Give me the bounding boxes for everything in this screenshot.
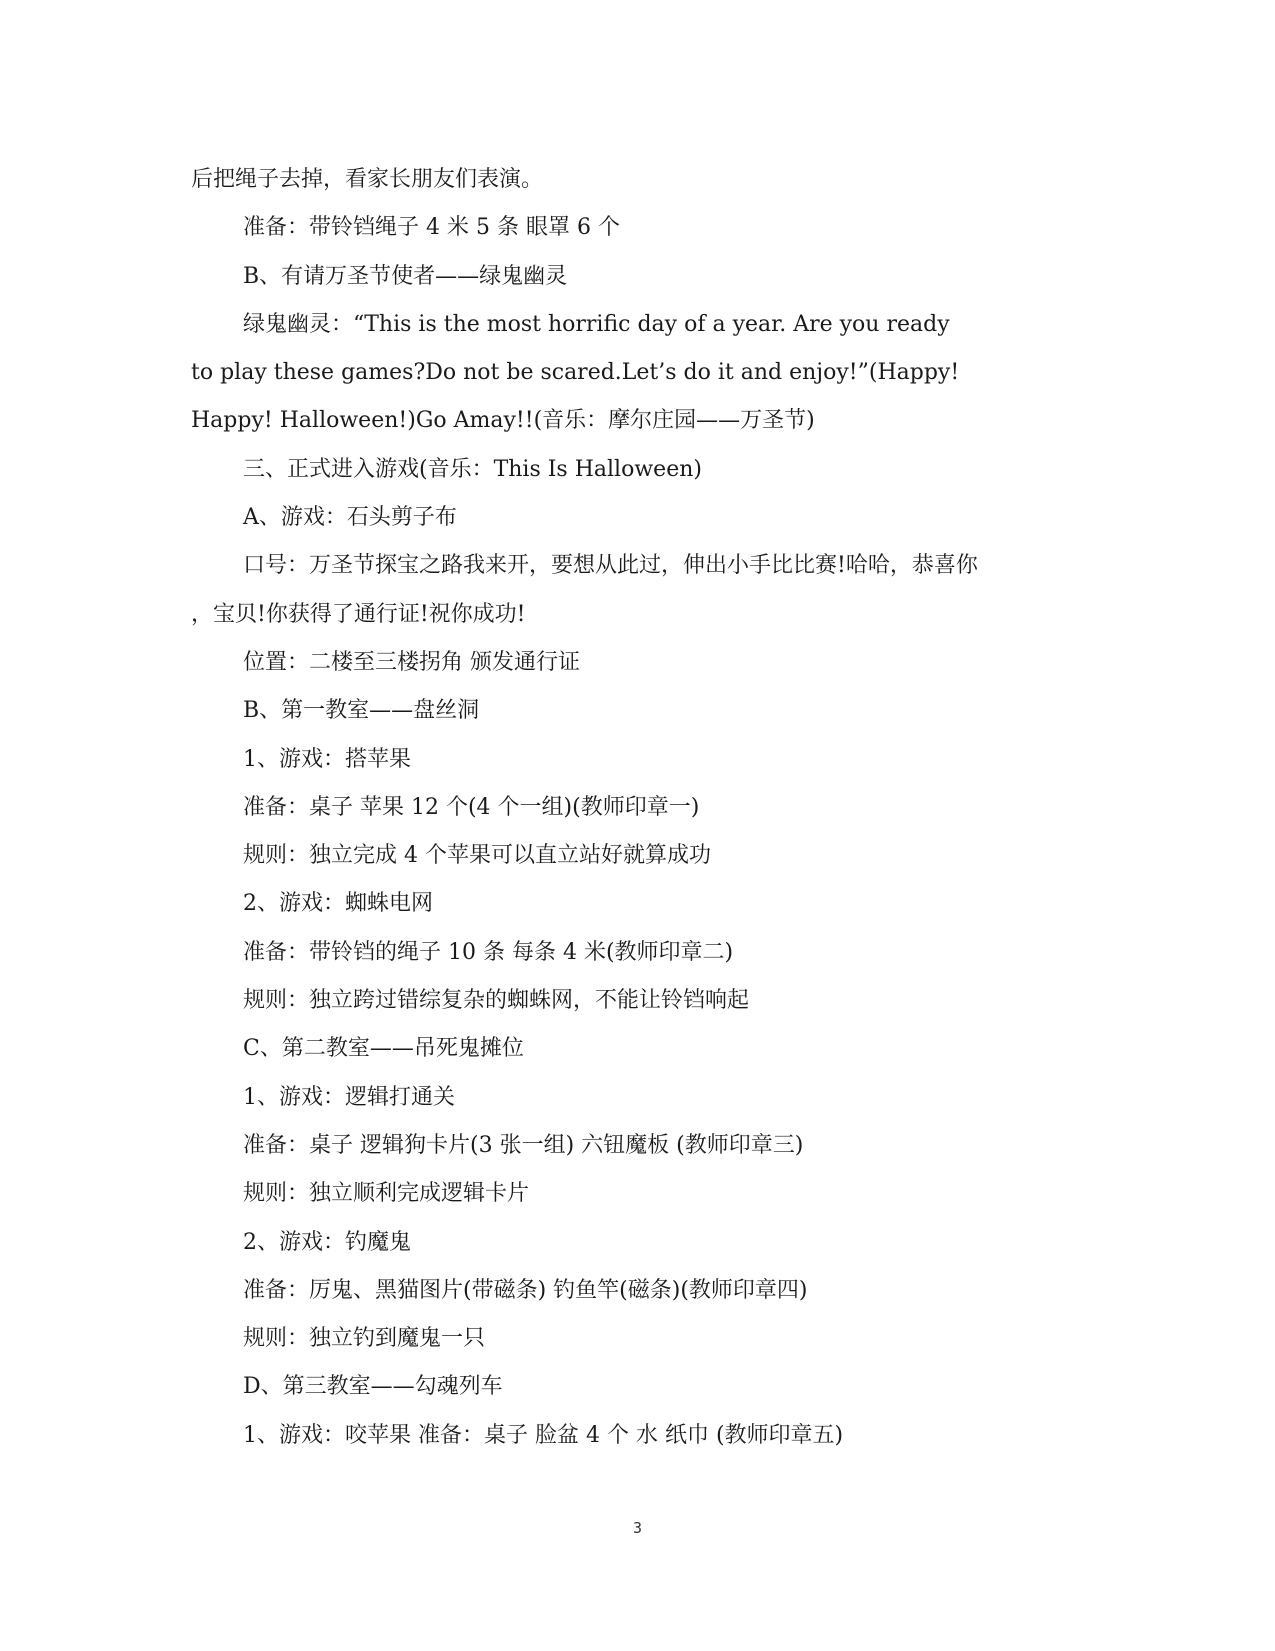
text-line: 准备：桌子 苹果 12 个(4 个一组)(教师印章一): [243, 794, 700, 820]
text-line: 三、正式进入游戏(音乐：This Is Halloween): [243, 456, 702, 482]
text-line: B、有请万圣节使者——绿鬼幽灵: [243, 263, 568, 289]
text-line: 2、游戏：蜘蛛电网: [243, 891, 433, 917]
text-line: ，宝贝!你获得了通行证!祝你成功!: [191, 601, 526, 627]
text-line: 规则：独立完成 4 个苹果可以直立站好就算成功: [243, 843, 711, 869]
text-line: B、第一教室——盘丝洞: [243, 698, 480, 724]
text-line: A、游戏：石头剪子布: [243, 505, 457, 531]
text-line: 准备：桌子 逻辑狗卡片(3 张一组) 六钮魔板 (教师印章三): [243, 1132, 804, 1158]
text-line: 绿鬼幽灵：“This is the most horrific day of a year. Are you ready: [243, 311, 950, 337]
text-line: 1、游戏：逻辑打通关: [243, 1084, 455, 1110]
text-line: 准备：带铃铛绳子 4 米 5 条 眼罩 6 个: [243, 215, 620, 241]
text-line: C、第二教室——吊死鬼摊位: [243, 1036, 524, 1062]
page-number: 3: [632, 1519, 643, 1537]
body-text: [191, 156, 1071, 1460]
text-line: 规则：独立跨过错综复杂的蜘蛛网，不能让铃铛响起: [243, 988, 750, 1014]
text-line: 1、游戏：搭苹果: [243, 746, 411, 772]
text-line: 1、游戏：咬苹果 准备：桌子 脸盆 4 个 水 纸巾 (教师印章五): [243, 1422, 844, 1448]
text-line: 位置：二楼至三楼拐角 颁发通行证: [243, 649, 580, 675]
text-line: D、第三教室——勾魂列车: [243, 1374, 503, 1400]
text-line: 后把绳子去掉，看家长朋友们表演。: [191, 167, 544, 192]
text-line: 口号：万圣节探宝之路我来开，要想从此过，伸出小手比比赛!哈哈，恭喜你: [243, 553, 978, 579]
text-line: to play these games?Do not be scared.Let’s do it and enjoy!”(Happy!: [191, 360, 960, 386]
text-line: 准备：厉鬼、黑猫图片(带磁条) 钓鱼竿(磁条)(教师印章四): [243, 1277, 808, 1303]
text-line: 规则：独立顺利完成逻辑卡片: [243, 1181, 530, 1207]
text-line: 准备：带铃铛的绳子 10 条 每条 4 米(教师印章二): [243, 939, 734, 965]
text-line: 2、游戏：钓魔鬼: [243, 1229, 411, 1255]
text-line: Happy! Halloween!)Go Amay!!(音乐：摩尔庄园——万圣节): [191, 408, 815, 434]
text-line: 规则：独立钓到魔鬼一只: [243, 1326, 486, 1352]
